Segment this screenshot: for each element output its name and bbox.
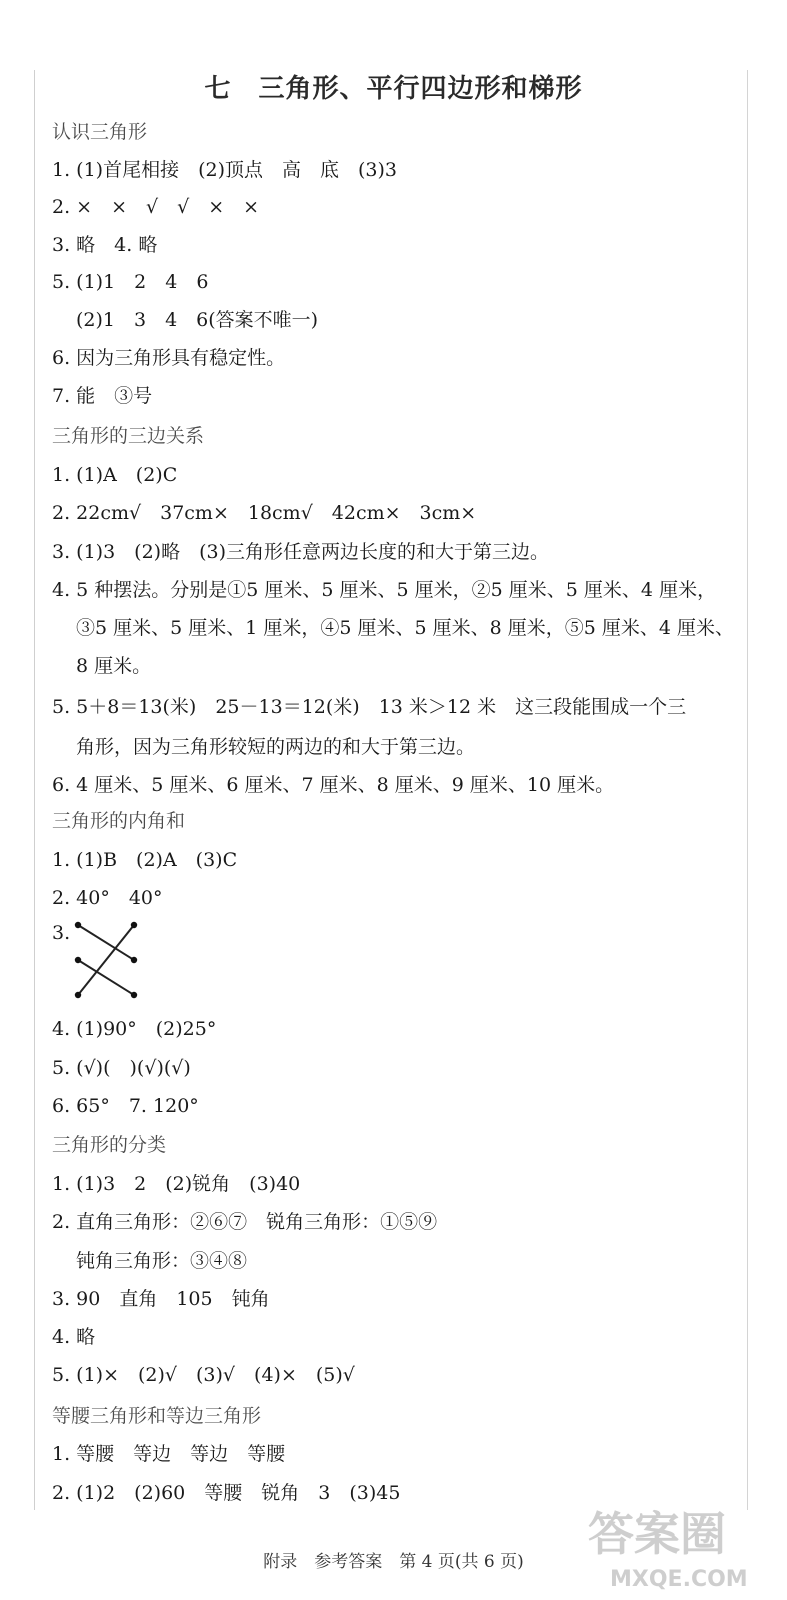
answer-line: 7. 能 ③号 (52, 385, 153, 407)
answer-line: 3. 90 直角 105 钝角 (52, 1288, 270, 1310)
answer-line: 5. (1)× (2)√ (3)√ (4)× (5)√ (52, 1364, 355, 1386)
answer-line: 5. 5＋8＝13(米) 25－13＝12(米) 13 米＞12 米 这三段能围成一个三 (52, 696, 687, 718)
answer-line: 6. 4 厘米、5 厘米、6 厘米、7 厘米、8 厘米、9 厘米、10 厘米。 (52, 774, 615, 796)
answer-line: 4. 5 种摆法。分别是①5 厘米、5 厘米、5 厘米，②5 厘米、5 厘米、4 厘米， (52, 579, 717, 601)
match-dot (75, 992, 81, 998)
answer-line: 2. 40° 40° (52, 887, 163, 909)
answer-line: 1. (1)A (2)C (52, 464, 178, 486)
answer-line: (2)1 3 4 6(答案不唯一) (76, 309, 319, 331)
answer-line: 3. 略 4. 略 (52, 234, 158, 256)
matching-lines-figure (72, 915, 142, 1005)
answer-line: 1. (1)B (2)A (3)C (52, 849, 238, 871)
answer-line: 2. (1)2 (2)60 等腰 锐角 3 (3)45 (52, 1482, 401, 1504)
answer-line: 3. (52, 922, 71, 944)
section-heading-classification: 三角形的分类 (52, 1134, 167, 1156)
match-dot (131, 992, 137, 998)
answer-line: 3. (1)3 (2)略 (3)三角形任意两边长度的和大于第三边。 (52, 541, 549, 563)
match-dot (75, 957, 81, 963)
answer-line: ③5 厘米、5 厘米、1 厘米，④5 厘米、5 厘米、8 厘米，⑤5 厘米、4 厘米、 (76, 617, 735, 639)
left-margin-rule (34, 70, 35, 1510)
match-dot (75, 922, 81, 928)
answer-line: 4. 略 (52, 1326, 96, 1348)
answer-line: 5. (√)( )(√)(√) (52, 1057, 191, 1079)
chapter-title: 七 三角形、平行四边形和梯形 (204, 74, 583, 104)
match-dot (131, 922, 137, 928)
answer-line: 8 厘米。 (76, 655, 152, 677)
watermark-sub-text: MXQE.COM (610, 1567, 748, 1592)
match-line (78, 960, 134, 995)
section-heading-recognize-triangle: 认识三角形 (52, 121, 148, 143)
watermark-main-text: 答案圈 (588, 1507, 726, 1561)
page-footer: 附录 参考答案 第 4 页(共 6 页) (263, 1552, 524, 1572)
answer-line: 2. 22cm√ 37cm× 18cm√ 42cm× 3cm× (52, 502, 477, 524)
match-line (78, 925, 134, 995)
answer-line: 2. × × √ √ × × (52, 196, 260, 218)
answer-line: 2. 直角三角形：②⑥⑦ 锐角三角形：①⑤⑨ (52, 1211, 438, 1233)
answer-line: 钝角三角形：③④⑧ (76, 1250, 248, 1272)
answer-line: 1. (1)3 2 (2)锐角 (3)40 (52, 1173, 301, 1195)
answer-line: 5. (1)1 2 4 6 (52, 271, 209, 293)
section-heading-isosceles-equilateral: 等腰三角形和等边三角形 (52, 1405, 262, 1427)
match-line (78, 925, 134, 960)
section-heading-three-sides: 三角形的三边关系 (52, 425, 205, 447)
answer-line: 角形，因为三角形较短的两边的和大于第三边。 (76, 736, 476, 758)
match-dot (131, 957, 137, 963)
answer-line: 1. (1)首尾相接 (2)顶点 高 底 (3)3 (52, 159, 397, 181)
answer-line: 1. 等腰 等边 等边 等腰 (52, 1443, 286, 1465)
watermark-logo (584, 1498, 769, 1593)
right-margin-rule (747, 70, 748, 1510)
section-heading-interior-angles: 三角形的内角和 (52, 810, 186, 832)
answer-line: 4. (1)90° (2)25° (52, 1018, 217, 1040)
answer-line: 6. 因为三角形具有稳定性。 (52, 347, 286, 369)
answer-line: 6. 65° 7. 120° (52, 1095, 199, 1117)
